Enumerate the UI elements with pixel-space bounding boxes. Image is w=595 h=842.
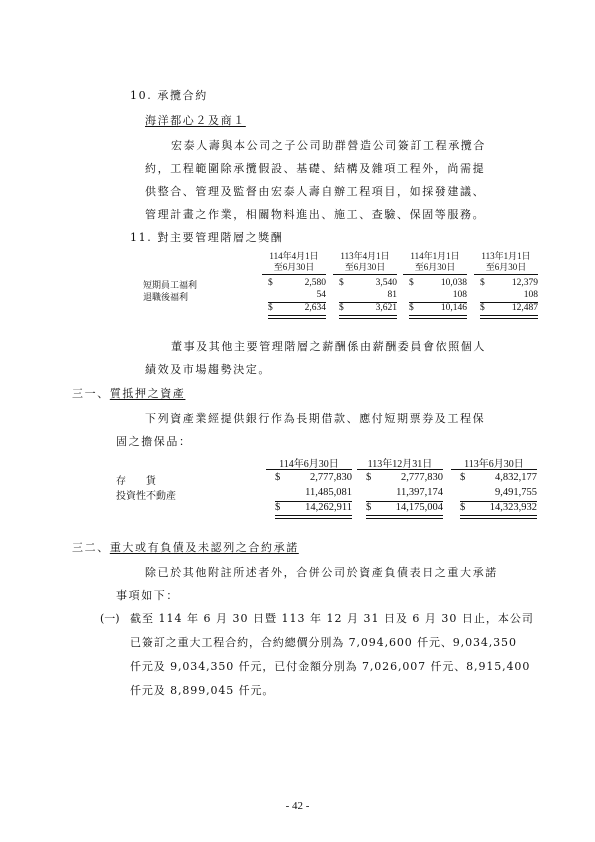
pledge-row-label: 存 貨	[116, 476, 156, 487]
comp-col-header-line1: 114年1月1日	[410, 251, 460, 261]
cell-value: 14,262,911	[305, 502, 352, 513]
cell-value: 3,540	[375, 278, 397, 288]
comp-col-header-line1: 113年4月1日	[340, 251, 390, 261]
section-32-para-line: 事項如下：	[116, 589, 179, 602]
currency-symbol: $	[268, 278, 273, 288]
section-32-heading	[72, 539, 299, 555]
currency-symbol: $	[275, 472, 281, 483]
pledge-header-rule	[357, 469, 443, 470]
section-10-para-line: 約，工程範圍除承攬假設、基礎、結構及雜項工程外，尚需提	[145, 162, 486, 175]
currency-symbol: $	[480, 303, 485, 313]
section-11-heading: 11. 對主要管理階層之獎酬	[130, 231, 284, 244]
comp-col-header-line2: 至6月30日	[414, 262, 456, 272]
pledge-col-header: 114年6月30日	[279, 459, 339, 470]
comp-col-header-line1: 114年4月1日	[269, 251, 319, 261]
currency-symbol: $	[409, 303, 414, 313]
comp-header-rule	[403, 274, 467, 275]
page-number: - 42 -	[285, 800, 310, 812]
section-10-heading: 10. 承攬合約	[130, 89, 208, 102]
section-10-subheading: 海洋都心２及商１	[145, 114, 246, 127]
currency-symbol: $	[339, 303, 344, 313]
currency-symbol: $	[339, 278, 344, 288]
currency-symbol: $	[366, 502, 372, 513]
cell-value: 108	[452, 290, 467, 300]
pledge-col-header: 113年12月31日	[367, 459, 433, 470]
cell-value: 11,397,174	[396, 487, 443, 498]
section-10-para-line: 管理計畫之作業，相關物料進出、施工、查驗、保固等服務。	[145, 208, 486, 221]
cell-value: 14,323,932	[489, 502, 537, 513]
comp-row-label: 短期員工福利	[143, 281, 198, 291]
cell-value: 9,491,755	[495, 487, 537, 498]
currency-symbol: $	[460, 502, 466, 513]
section-31-heading	[72, 385, 185, 401]
comp-total-double-rule	[339, 315, 397, 319]
comp-total-double-rule	[268, 315, 326, 319]
pledge-row-label: 投資性不動產	[116, 491, 176, 502]
comp-col-header	[403, 251, 467, 273]
cell-value: 12,379	[511, 278, 538, 288]
currency-symbol: $	[268, 303, 273, 313]
comp-header-rule	[474, 274, 538, 275]
comp-total-double-rule	[409, 315, 467, 319]
comp-col-header	[262, 251, 326, 273]
section-31-number: 三一、	[72, 387, 110, 400]
currency-symbol: $	[460, 472, 466, 483]
cell-value: 81	[387, 290, 397, 300]
item-line: 仟元及 9,034,350 仟元，已付金額分別為 7,026,007 仟元、8,915,400	[130, 660, 531, 673]
cell-value: 10,146	[440, 303, 467, 313]
cell-value: 12,487	[511, 303, 538, 313]
pledge-total-double-rule	[460, 515, 537, 519]
cell-value: 2,777,830	[310, 472, 352, 483]
section-31-para-line: 固之擔保品：	[116, 435, 192, 448]
currency-symbol: $	[409, 278, 414, 288]
comp-row-label: 退職後福利	[143, 293, 189, 303]
comp-header-rule	[262, 274, 326, 275]
section-10-para-line: 宏泰人壽與本公司之子公司助群營造公司簽訂工程承攬合	[171, 139, 486, 152]
item-line: 仟元及 8,899,045 仟元。	[130, 684, 275, 697]
currency-symbol: $	[275, 502, 281, 513]
comp-col-header-line2: 至6月30日	[485, 262, 527, 272]
comp-total-double-rule	[480, 315, 538, 319]
item-line: 已簽訂之重大工程合約，合約總價分別為 7,094,600 仟元、9,034,350	[130, 636, 517, 649]
comp-header-rule	[333, 274, 397, 275]
section-31-title: 質抵押之資產	[109, 387, 186, 400]
item-marker: (一)	[100, 612, 120, 625]
pledge-header-rule	[266, 469, 352, 470]
section-10-para-line: 供整合、管理及監督由宏泰人壽自辦工程項目，如採發建議、	[145, 185, 486, 198]
item-line: 截至 114 年 6 月 30 日暨 113 年 12 月 31 日及 6 月 30 日止，本公司	[130, 612, 534, 625]
comp-col-header	[474, 251, 538, 273]
comp-col-header-line1: 113年1月1日	[481, 251, 531, 261]
section-31-para-line: 下列資產業經提供銀行作為長期借款、應付短期票券及工程保	[145, 412, 486, 425]
comp-col-header	[333, 251, 397, 273]
cell-value: 108	[523, 290, 538, 300]
currency-symbol: $	[366, 472, 372, 483]
section-32-para-line: 除已於其他附註所述者外，合併公司於資產負債表日之重大承諾	[145, 566, 498, 579]
cell-value: 4,832,177	[495, 472, 537, 483]
pledge-col-header: 113年6月30日	[464, 459, 524, 470]
cell-value: 10,038	[440, 278, 467, 288]
pledge-total-double-rule	[275, 515, 352, 519]
comp-col-header-line2: 至6月30日	[273, 262, 315, 272]
cell-value: 2,777,830	[401, 472, 443, 483]
section-11-note-line: 董事及其他主要管理階層之薪酬係由薪酬委員會依照個人	[171, 340, 486, 353]
currency-symbol: $	[480, 278, 485, 288]
section-32-title: 重大或有負債及未認列之合約承諾	[109, 541, 299, 554]
cell-value: 2,580	[304, 278, 326, 288]
section-11-note-line: 績效及市場趨勢決定。	[145, 363, 271, 376]
cell-value: 2,634	[304, 303, 326, 313]
comp-col-header-line2: 至6月30日	[344, 262, 386, 272]
cell-value: 14,175,004	[395, 502, 443, 513]
cell-value: 54	[316, 290, 326, 300]
pledge-header-rule	[451, 469, 537, 470]
cell-value: 3,621	[375, 303, 397, 313]
section-32-number: 三二、	[72, 541, 110, 554]
cell-value: 11,485,081	[305, 487, 352, 498]
pledge-total-double-rule	[366, 515, 443, 519]
